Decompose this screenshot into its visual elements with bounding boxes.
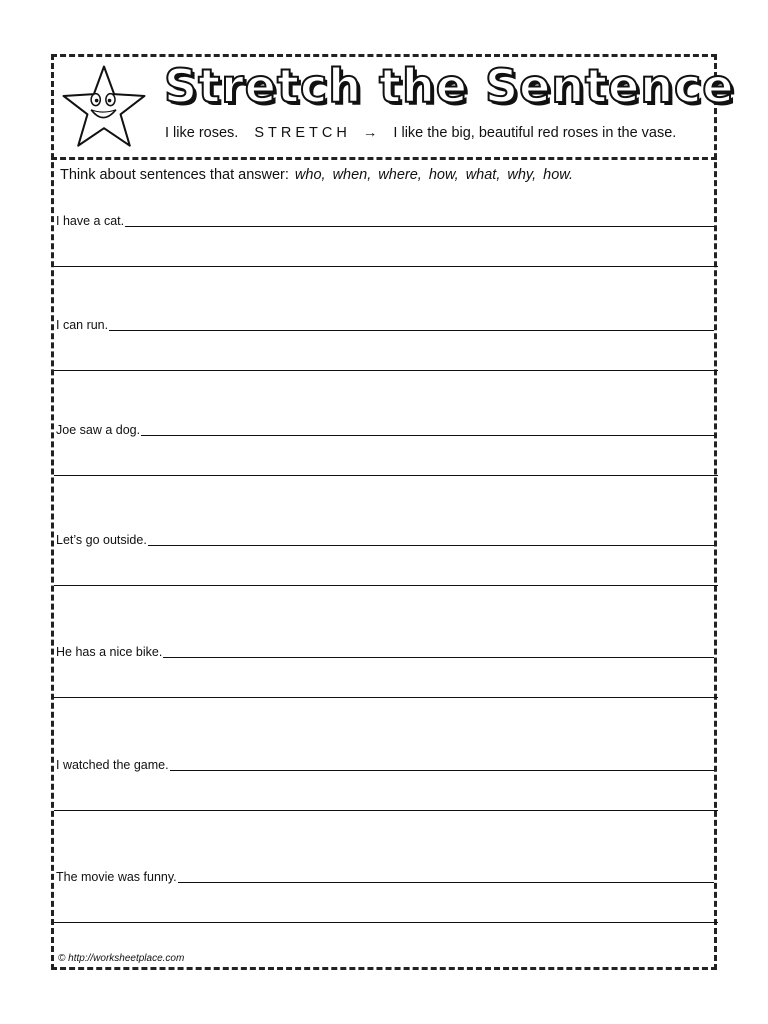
sentence-item — [54, 210, 714, 321]
instruction-text — [60, 167, 573, 183]
header-divider — [51, 157, 717, 160]
sentence-item — [54, 314, 714, 425]
answer-line[interactable] — [163, 657, 714, 658]
example-short-sentence: I like roses. — [165, 125, 239, 141]
sentence-prompt: I can run. — [56, 318, 109, 332]
arrow-right-icon: → — [362, 125, 378, 141]
example-long-sentence: I like the big, beautiful red roses in the vase. — [393, 125, 677, 141]
sentence-item — [54, 641, 714, 752]
answer-line[interactable] — [141, 435, 714, 436]
example-stretch-word: STRETCH — [254, 125, 351, 141]
worksheet-frame — [51, 54, 735, 970]
question-words: who, when, where, how, what, why, how. — [294, 167, 573, 183]
answer-line[interactable] — [170, 770, 714, 771]
stretch-example — [165, 125, 676, 141]
answer-line[interactable] — [54, 266, 718, 267]
answer-line[interactable] — [54, 697, 718, 698]
sentence-item — [54, 529, 714, 640]
answer-line[interactable] — [54, 922, 718, 923]
sentence-prompt: He has a nice bike. — [56, 645, 163, 659]
answer-line[interactable] — [148, 545, 714, 546]
answer-line[interactable] — [54, 810, 718, 811]
instruction-lead: Think about sentences that answer: — [60, 167, 289, 183]
answer-line[interactable] — [54, 475, 718, 476]
answer-line[interactable] — [178, 882, 714, 883]
answer-line[interactable] — [54, 585, 718, 586]
copyright-footer: © http://worksheetplace.com — [58, 953, 185, 964]
answer-line[interactable] — [125, 226, 714, 227]
answer-line[interactable] — [54, 370, 718, 371]
answer-line[interactable] — [109, 330, 714, 331]
sentence-prompt: I watched the game. — [56, 758, 169, 772]
sentence-item — [54, 754, 714, 865]
sentence-prompt: I have a cat. — [56, 214, 125, 228]
sentence-item — [54, 419, 714, 530]
sentence-prompt: The movie was funny. — [56, 870, 177, 884]
sentence-prompt: Let’s go outside. — [56, 533, 147, 547]
sentence-prompt: Joe saw a dog. — [56, 423, 141, 437]
worksheet-title: Stretch the Sentence — [164, 59, 735, 113]
smiling-star-icon — [58, 61, 150, 153]
worksheet-header — [54, 57, 735, 157]
